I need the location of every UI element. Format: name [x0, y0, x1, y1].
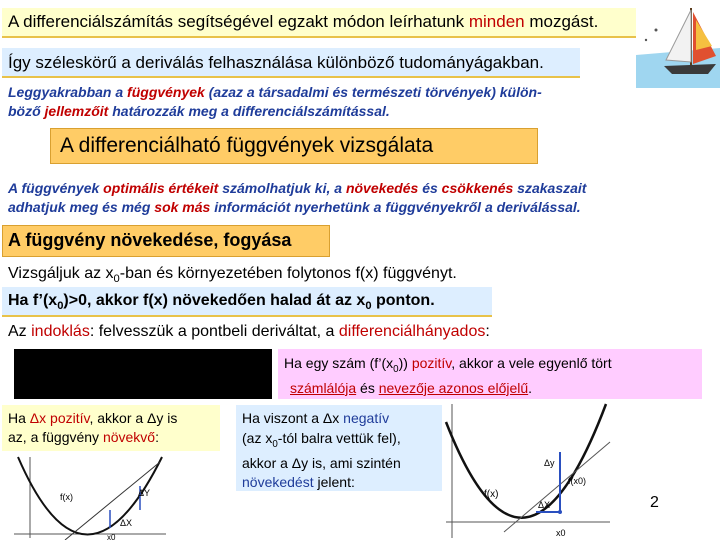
positive-dx-text: Ha Δx pozitív, akkor a Δy is az, a függvény növekvő: — [8, 410, 178, 445]
intro-line-1: A differenciálszámítás segítségével egzakt módon leírhatunk minden mozgást. — [8, 12, 599, 31]
page-number: 2 — [650, 494, 659, 511]
right-parabola-graph — [444, 402, 612, 540]
intro-line-2: Így széleskörű a deriválás felhasználása különböző tudományágakban. — [8, 53, 544, 72]
continuous-function-line: Vizsgáljuk az $x_0$-ban és környezetében folytonos f(x) függvényt. — [8, 265, 457, 286]
reason-line: Az indoklás: felvesszük a pontbeli deriváltat, a differenciálhányados: — [8, 323, 490, 340]
sub-heading: A függvény növekedése, fogyása — [8, 230, 292, 250]
right-graph-fx-label: f(x) — [484, 489, 499, 500]
intro-paragraph: Leggyakrabban a függvények (azaz a társadalmi és természeti törvények) külön- böző jellemzőit határozzák meg a differenciálszámítással. — [8, 84, 542, 119]
left-parabola-graph — [10, 452, 170, 540]
left-graph-x0-label: x0 — [107, 533, 116, 540]
right-graph-fx0-label: f(x0) — [568, 476, 586, 486]
sailboat-illustration — [636, 0, 720, 88]
right-graph-dx-label: ΔX — [538, 500, 551, 510]
pink-explanation: Ha egy szám $(f’(x_0))$ pozitív, akkor a vele egyenlő tört számlálója és nevezője azonos előjelű. — [284, 355, 612, 396]
fraction-formula-box — [14, 349, 272, 399]
main-heading: A differenciálható függvények vizsgálata — [60, 134, 434, 157]
left-graph-dy-label: ΔY — [138, 488, 151, 498]
negative-dx-text: Ha viszont a Δx negatív (az $x_0$-tól balra vettük fel), akkor a Δy is, ami szintén növekedést jelent: — [242, 410, 401, 491]
left-graph-fx-label: f(x) — [60, 492, 73, 502]
statement: Ha $f’(x_0)>0$, akkor f(x) növekedően halad át az $x_0$ ponton. — [8, 292, 435, 313]
paragraph-optimal: A függvények optimális értékeit számolhatjuk ki, a növekedés és csökkenés szakaszait adhatjuk meg és még sok más információt nyerhetünk a függvényekről a deriválással. — [8, 180, 587, 215]
left-graph-dx-label: ΔX — [120, 518, 133, 528]
right-graph-x0-label: x0 — [556, 528, 566, 538]
right-graph-dy-label: Δy — [544, 458, 555, 468]
